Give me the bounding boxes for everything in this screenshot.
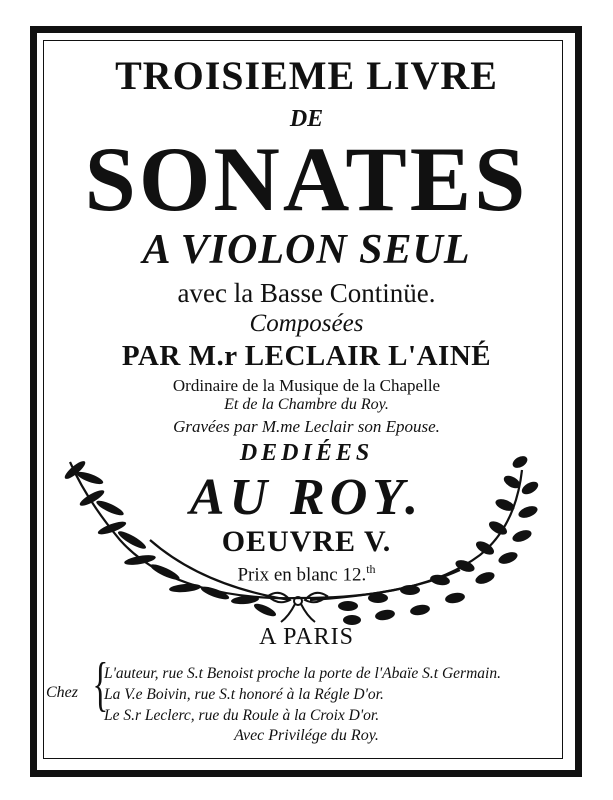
dedicatee-line: AU ROY. [189,469,424,526]
opus-line: OEUVRE V. [221,525,392,558]
position-line-1: Ordinaire de la Musique de la Chapelle [172,376,441,395]
price-superscript: th [366,562,376,576]
title-line: TROISIEME LIVRE [115,53,498,98]
position-line-2: Et de la Chambre du Roy. [224,396,389,413]
address-line-1: L'auteur, rue S.t Benoist proche la porte de l'Abaïe S.t Germain. [104,665,501,682]
dediees-line: DEDIÉES [239,440,374,466]
chez-label: Chez [46,684,78,701]
price-text: Prix en blanc 12. [237,564,367,586]
composer-line: PAR M.r LECLAIR L'AINÉ [121,340,492,372]
main-title: SONATES [84,128,529,230]
price-line [0,562,613,586]
privilege-line: Avec Privilége du Roy. [234,727,379,744]
address-line-3: Le S.r Leclerc, rue du Roule à la Croix D'or. [104,707,380,724]
continuo-line: avec la Basse Continüe. [177,278,436,308]
brace-ornament: { [92,651,109,717]
engraver-line: Gravées par M.me Leclair son Epouse. [173,417,440,436]
address-line-2: La V.e Boivin, rue S.t honoré à la Régle D'or. [104,686,384,703]
title-de: DE [289,106,324,132]
composees-line: Composées [249,310,364,337]
instrument-line: A VIOLON SEUL [142,227,471,273]
city-line: A PARIS [259,624,354,650]
